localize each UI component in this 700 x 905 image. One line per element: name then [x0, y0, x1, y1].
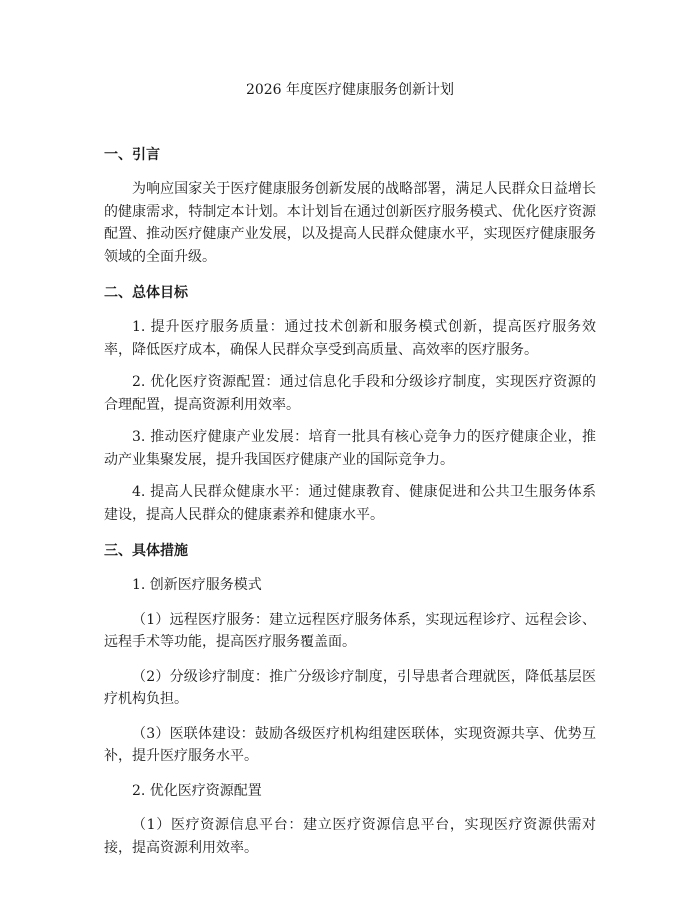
measure-item-1-2: （2）分级诊疗制度：推广分级诊疗制度，引导患者合理就医，降低基层医疗机构负担。: [104, 668, 596, 707]
measure-item-1-1: （1）远程医疗服务：建立远程医疗服务体系，实现远程诊疗、远程会诊、远程手术等功能，提高医疗服务覆盖面。: [104, 611, 596, 650]
measure-subheading-1: 1. 创新医疗服务模式: [132, 577, 262, 593]
goal-item-4: 4. 提高人民群众健康水平：通过健康教育、健康促进和公共卫生服务体系建设，提高人民群众的健康素养和健康水平。: [104, 484, 596, 523]
section-heading-intro: 一、引言: [104, 147, 160, 163]
section-heading-measures: 三、具体措施: [104, 543, 188, 559]
measure-item-2-1: （1）医疗资源信息平台：建立医疗资源信息平台，实现医疗资源供需对接，提高资源利用效率。: [104, 817, 596, 856]
measure-item-1-3: （3）医联体建设：鼓励各级医疗机构组建医联体，实现资源共享、优势互补，提升医疗服务水平。: [104, 725, 596, 764]
section-heading-goals: 二、总体目标: [104, 285, 188, 301]
measure-subheading-2: 2. 优化医疗资源配置: [132, 782, 262, 799]
goal-item-1: 1. 提升医疗服务质量：通过技术创新和服务模式创新，提高医疗服务效率，降低医疗成本，确保人民群众享受到高质量、高效率的医疗服务。: [104, 319, 596, 358]
intro-paragraph: 为响应国家关于医疗健康服务创新发展的战略部署，满足人民群众日益增长的健康需求，特制定本计划。本计划旨在通过创新医疗服务模式、优化医疗资源配置、推动医疗健康产业发展，以及提高人民群众健康水平，实现医疗健康服务领域的全面升级。: [104, 181, 596, 265]
goal-item-3: 3. 推动医疗健康产业发展：培育一批具有核心竞争力的医疗健康企业，推动产业集聚发展，提升我国医疗健康产业的国际竞争力。: [104, 429, 596, 468]
document-title: 2026 年度医疗健康服务创新计划: [245, 82, 455, 98]
goal-item-2: 2. 优化医疗资源配置：通过信息化手段和分级诊疗制度，实现医疗资源的合理配置，提高资源利用效率。: [104, 374, 596, 413]
